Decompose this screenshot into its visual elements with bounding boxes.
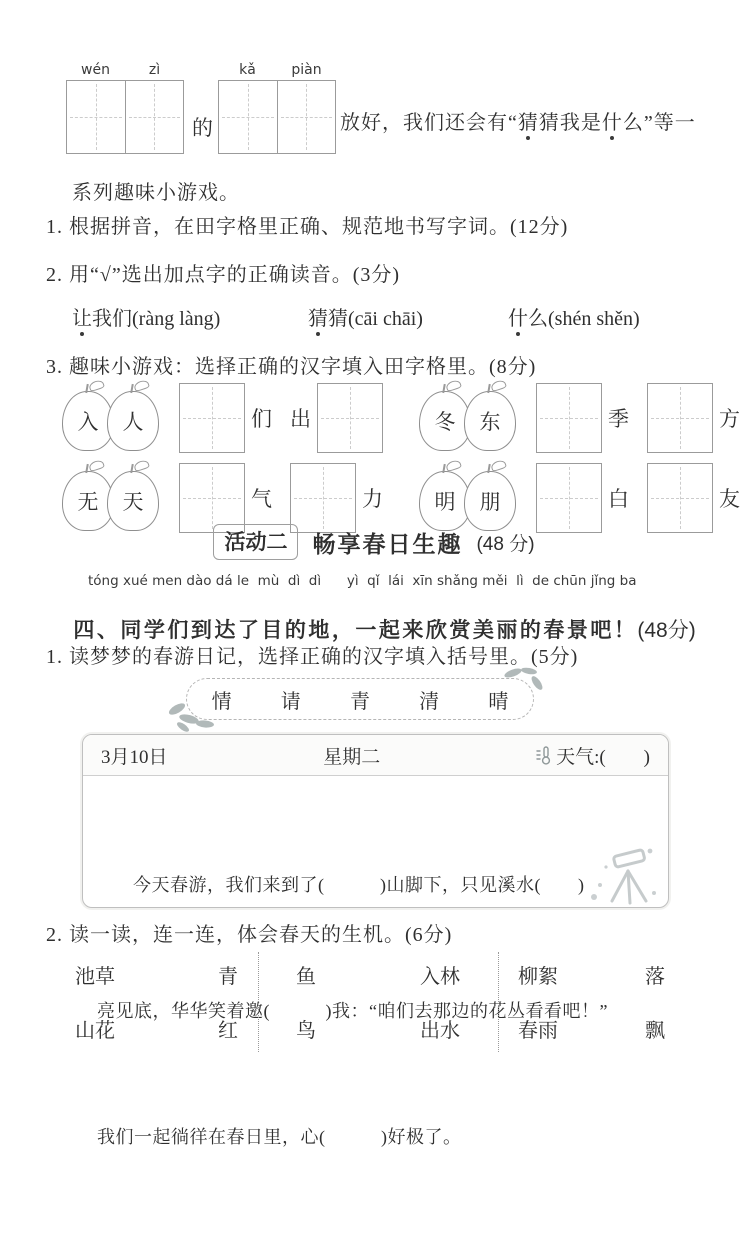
q4-pinyin: tóng xué men dào dá le mù dì dì yì qǐ lái xīn shǎng měi lì de chūn jǐng ba	[88, 573, 637, 589]
apple-icon	[107, 471, 159, 531]
answer-box[interactable]	[647, 463, 713, 533]
leaf-branch-icon	[167, 697, 219, 731]
apple-leaf-icon	[490, 379, 507, 392]
q4-text: 四、同学们到达了目的地，一起来欣赏美丽的春景吧！	[73, 619, 638, 642]
intro-text: 猜我是	[538, 112, 602, 134]
q2-option-3[interactable]	[508, 302, 640, 331]
dotted-char: 什	[602, 106, 623, 135]
diary-weather	[536, 742, 650, 769]
match-word[interactable]: 柳絮	[518, 966, 558, 988]
word-bank	[186, 678, 534, 720]
row-char: 气	[251, 487, 272, 511]
answer-box[interactable]	[179, 383, 245, 453]
pinyin-writing-group-1	[66, 62, 184, 154]
thermometer-icon	[536, 745, 552, 765]
match-word[interactable]: 池草	[75, 966, 115, 988]
row-char: 力	[362, 487, 383, 511]
match-word[interactable]: 出水	[420, 1020, 460, 1042]
apple-icon	[464, 391, 516, 451]
match-word[interactable]: 红	[218, 1020, 238, 1042]
apple-stem-icon	[130, 384, 134, 393]
diary-date: 3月10日	[101, 746, 168, 768]
pinyin-syllable: piàn	[291, 62, 322, 78]
apple-char: 天	[122, 490, 144, 514]
answer-box[interactable]	[317, 383, 383, 453]
answer-box[interactable]	[536, 463, 602, 533]
apple-leaf-icon	[88, 379, 105, 392]
word-bank-char[interactable]: 青	[349, 690, 370, 713]
apple-char: 东	[479, 410, 501, 434]
intro-text: 么”等一	[622, 112, 696, 134]
apple-icon	[107, 391, 159, 451]
pinyin-writing-group-2	[218, 62, 336, 154]
pinyin-label-wenzi	[66, 62, 184, 78]
row-char: 方	[719, 407, 740, 431]
apple-leaf-icon	[133, 379, 150, 392]
column-divider	[258, 952, 259, 1052]
apple-leaf-icon	[445, 459, 462, 472]
match-word[interactable]: 入林	[420, 966, 460, 988]
match-word[interactable]: 鱼	[296, 966, 316, 988]
tianzige-cell[interactable]	[125, 81, 184, 153]
match-word[interactable]: 飘	[645, 1020, 665, 1042]
tianzige-twin-box[interactable]	[66, 80, 184, 154]
intro-sentence-line2: 系列趣味小游戏。	[72, 182, 240, 204]
apple-pair	[419, 385, 516, 451]
row-char: 白	[608, 487, 629, 511]
apple-char: 明	[434, 490, 456, 514]
answer-box[interactable]	[179, 463, 245, 533]
row-char: 季	[608, 407, 629, 431]
apple-icon	[464, 471, 516, 531]
column-divider	[498, 952, 499, 1052]
answer-box[interactable]	[647, 383, 713, 453]
apple-stem-icon	[442, 464, 446, 473]
word-bank-char[interactable]: 清	[419, 690, 440, 713]
apple-stem-icon	[442, 384, 446, 393]
dotted-char: 让	[72, 302, 92, 331]
match-word[interactable]: 山花	[75, 1020, 115, 1042]
apple-char: 朋	[479, 490, 501, 514]
pinyin-syllable: kǎ	[239, 62, 256, 78]
pinyin-syllable: wén	[81, 62, 110, 78]
dotted-char: 猜	[308, 302, 328, 331]
apple-leaf-icon	[445, 379, 462, 392]
apple-stem-icon	[130, 464, 134, 473]
apple-leaf-icon	[133, 459, 150, 472]
apple-leaf-icon	[88, 459, 105, 472]
question-1: 1. 根据拼音，在田字格里正确、规范地书写字词。(12分)	[46, 216, 569, 238]
tianzige-cell[interactable]	[67, 81, 125, 153]
apple-pair	[62, 385, 159, 451]
activity-badge: 活动二	[213, 524, 298, 560]
row-char: 们	[251, 407, 272, 431]
apple-stem-icon	[85, 464, 89, 473]
tianzige-twin-box[interactable]	[218, 80, 336, 154]
row-char: 友	[719, 487, 740, 511]
intro-text: 放好，我们还会有“	[340, 112, 518, 134]
match-word[interactable]: 鸟	[296, 1020, 316, 1042]
diary-line[interactable]: 我们一起徜徉在春日里，心( )好极了。	[97, 1127, 462, 1147]
apple-char: 入	[77, 410, 99, 434]
apple-stem-icon	[85, 384, 89, 393]
question-3: 3. 趣味小游戏：选择正确的汉字填入田字格里。(8分)	[46, 356, 537, 378]
telescope-icon	[588, 845, 662, 905]
apple-stem-icon	[487, 464, 491, 473]
apple-pair	[419, 465, 516, 531]
row-char: 出	[290, 407, 311, 431]
word-bank-char[interactable]: 请	[280, 690, 301, 713]
question-4-1: 1. 读梦梦的春游日记，选择正确的汉字填入括号里。(5分)	[46, 646, 579, 668]
question-4-2: 2. 读一读，连一连，体会春天的生机。(6分)	[46, 924, 453, 946]
pinyin-syllable: zì	[148, 62, 161, 78]
diary-weekday: 星期二	[323, 746, 381, 768]
apple-leaf-icon	[490, 459, 507, 472]
dotted-char: 什	[508, 302, 528, 331]
question-2: 2. 用“√”选出加点字的正确读音。(3分)	[46, 264, 401, 286]
apple-char: 无	[77, 490, 99, 514]
dotted-char: 猜	[518, 106, 539, 135]
answer-box[interactable]	[536, 383, 602, 453]
q2-option-1[interactable]	[72, 302, 220, 331]
diary-line[interactable]: 亮见底，华华笑着邀( )我：“咱们去那边的花丛看看吧！”	[97, 1001, 608, 1021]
apple-char: 人	[122, 410, 144, 434]
tianzige-cell[interactable]	[219, 81, 277, 153]
word-bank-char[interactable]: 晴	[488, 690, 509, 713]
intro-sentence	[340, 106, 696, 135]
tianzige-cell[interactable]	[277, 81, 336, 153]
option-text: 么(shén shěn)	[528, 308, 640, 330]
particle-de: 的	[192, 116, 213, 140]
match-word[interactable]: 青	[218, 966, 238, 988]
matching-exercise	[0, 952, 748, 1056]
answer-box[interactable]	[290, 463, 356, 533]
word-bank-char[interactable]: 情	[211, 690, 232, 713]
option-text: 猜(cāi chāi)	[328, 308, 423, 330]
q3-row-1	[62, 380, 740, 456]
apple-char: 冬	[434, 410, 456, 434]
pinyin-label-kapian	[218, 62, 336, 78]
match-word[interactable]: 落	[645, 966, 665, 988]
match-word[interactable]: 春雨	[518, 1020, 558, 1042]
leaf-branch-icon	[499, 665, 547, 695]
diary-weather-text[interactable]: 天气:( )	[556, 746, 650, 768]
apple-stem-icon	[487, 384, 491, 393]
diary-line[interactable]: 今天春游，我们来到了( )山脚下，只见溪水( )	[133, 875, 585, 895]
q4-score: (48分)	[637, 619, 696, 642]
option-text: 我们(ràng làng)	[92, 308, 221, 330]
activity-title: 畅享春日生趣	[312, 530, 463, 557]
apple-pair	[62, 465, 159, 531]
diary-header	[83, 735, 668, 776]
activity-score: (48 分)	[476, 533, 535, 555]
activity-2-header	[0, 524, 748, 560]
q2-option-2[interactable]	[308, 302, 423, 331]
